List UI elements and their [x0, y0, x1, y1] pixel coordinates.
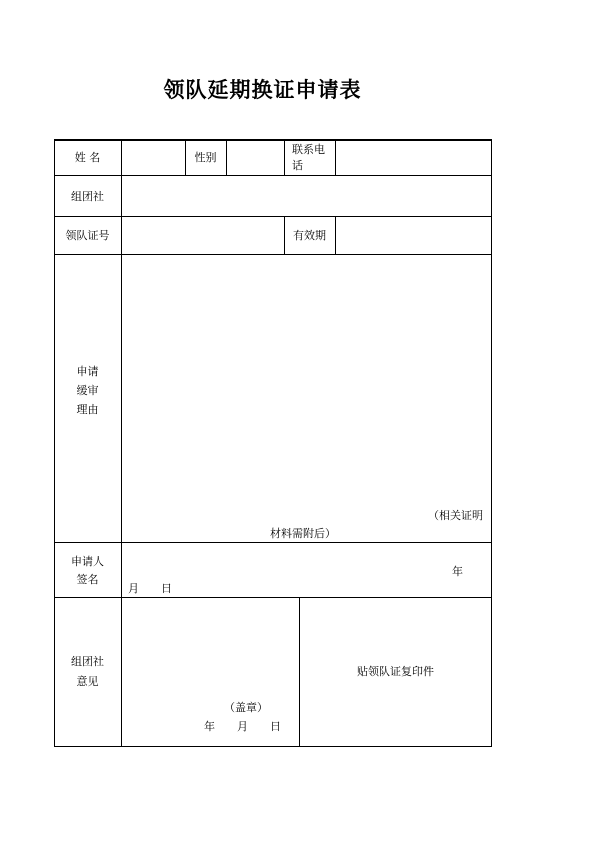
- reason-note-line2: 材料需附后）: [270, 527, 336, 540]
- gender-label: 性别: [194, 151, 217, 164]
- column-divider: [284, 139, 285, 175]
- name-field[interactable]: [122, 140, 185, 175]
- seal-date: 年 月 日: [204, 720, 281, 733]
- signature-label-line2: 签名: [76, 573, 99, 586]
- phone-field[interactable]: [336, 140, 491, 175]
- reason-label-line3: 理由: [76, 403, 99, 416]
- signature-label-line1: 申请人: [71, 555, 104, 568]
- page-title: 领队延期换证申请表: [163, 78, 362, 102]
- name-label: 姓 名: [74, 151, 101, 164]
- reason-label-line1: 申请: [76, 365, 99, 378]
- license-number-field[interactable]: [122, 217, 284, 254]
- signature-field[interactable]: [122, 543, 491, 597]
- validity-field[interactable]: [336, 217, 491, 254]
- agency-field[interactable]: [122, 176, 491, 216]
- opinion-label-line1: 组团社: [71, 655, 104, 668]
- opinion-label-line2: 意见: [76, 675, 99, 688]
- license-number-label: 领队证号: [65, 229, 110, 242]
- phone-label-line1: 联系电: [292, 143, 325, 156]
- reason-label-line2: 缓审: [76, 384, 99, 397]
- application-form: [54, 139, 492, 746]
- license-copy-label: 贴领队证复印件: [357, 665, 434, 678]
- phone-label-line2: 话: [292, 159, 303, 172]
- agency-label: 组团社: [71, 190, 104, 203]
- gender-field[interactable]: [227, 140, 284, 175]
- signature-month-day: 月 日: [128, 582, 172, 595]
- validity-label: 有效期: [293, 229, 326, 242]
- signature-year: 年: [452, 565, 463, 578]
- seal-label: （盖章）: [224, 701, 268, 714]
- reason-note-line1: （相关证明: [428, 509, 483, 522]
- reason-field[interactable]: [122, 255, 491, 542]
